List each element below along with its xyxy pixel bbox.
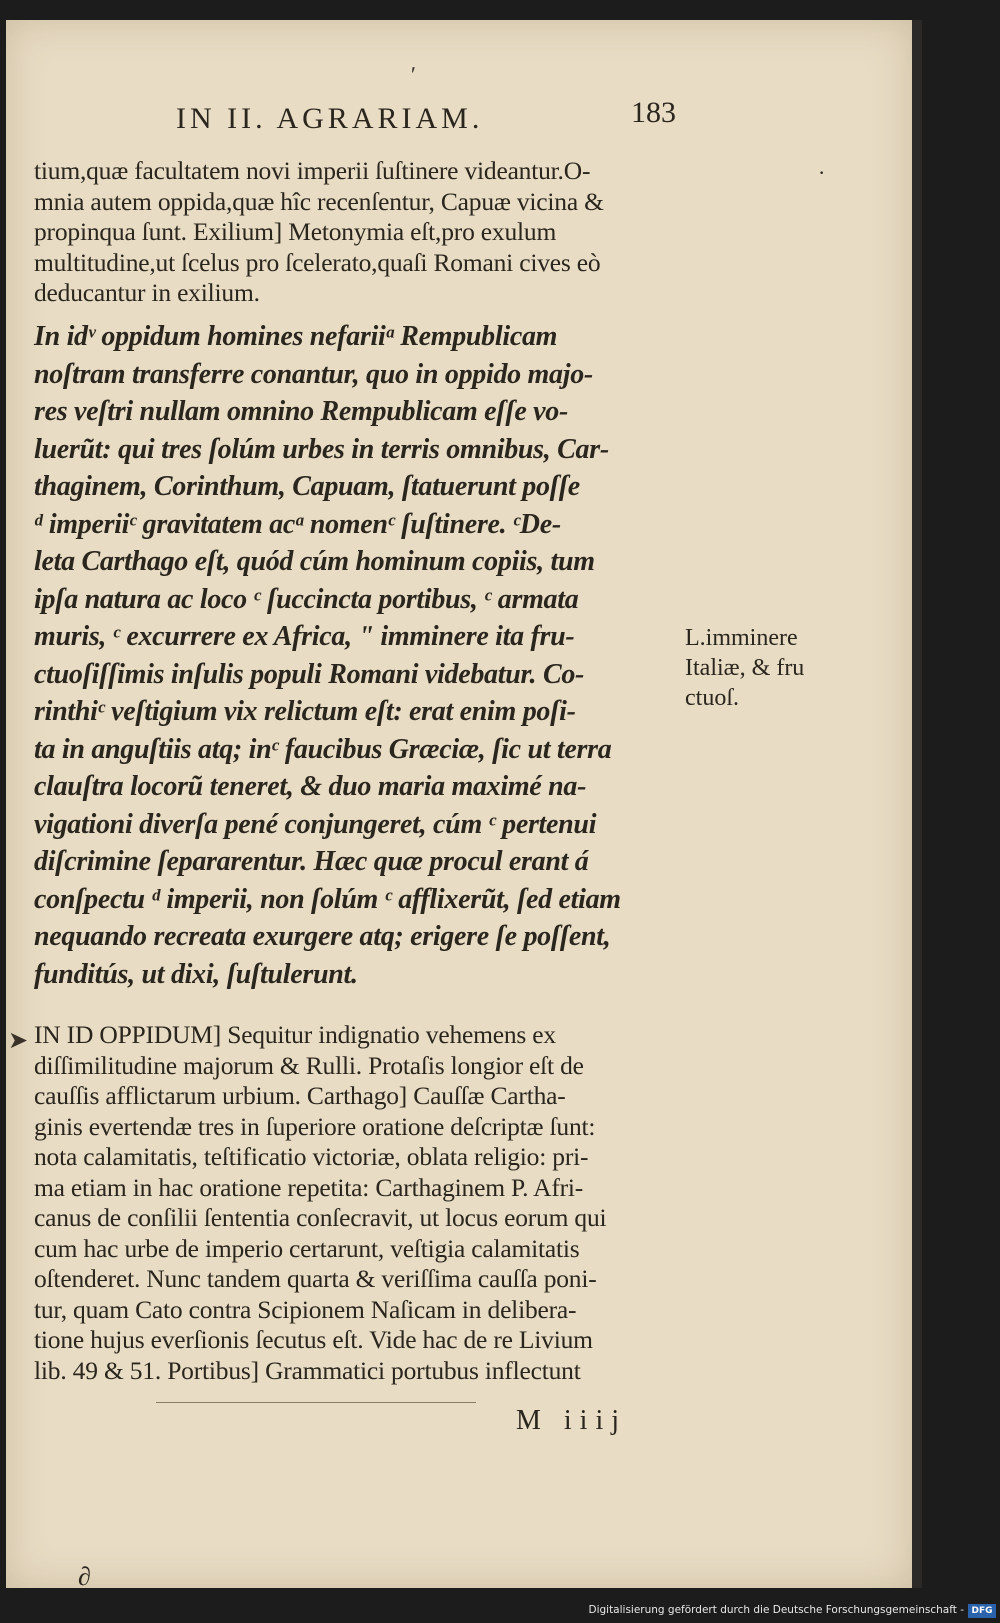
text-line: canus de conſilii ſententia conſecravit, ut locus eorum qui [34, 1203, 607, 1232]
text-line: ginis evertendæ tres in ſuperiore oratione deſcriptæ ſunt: [34, 1111, 596, 1141]
page-number: 183 [631, 96, 676, 129]
margin-note [685, 623, 835, 713]
margin-note-line: ctuoſ. [685, 685, 739, 711]
lemma-line: ipſa natura ac loco ᶜ ſuccincta portibus, ᶜ armata [34, 583, 579, 615]
lemma-block [34, 318, 674, 993]
text-line: lib. 49 & 51. Portibus] Grammatici portubus inflectunt [34, 1355, 581, 1385]
text-line: propinqua ſunt. Exilium] Metonymia eſt,pro exulum [34, 217, 557, 246]
text-line: tium,quæ facultatem novi imperii ſuſtinere videantur.O- [34, 156, 591, 185]
pointer-mark: ➤ [8, 1028, 29, 1054]
text-line: cauſſis afflictarum urbium. Carthago] Cauſſæ Cartha- [34, 1081, 566, 1110]
lemma-line: ta in anguſtiis atq; inᶜ faucibus Græciæ, ſic ut terra [34, 733, 612, 765]
text-line: nota calamitatis, teſtificatio victoriæ, oblata religio: pri- [34, 1142, 589, 1171]
text-line: cum hac urbe de imperio certarunt, veſtigia calamitatis [34, 1233, 580, 1263]
text-line: mnia autem oppida,quæ hîc recenſentur, Capuæ vicina & [34, 186, 604, 216]
lemma-line: noſtram transferre conantur, quo in oppido majo- [34, 358, 593, 390]
lemma-line: In idᵛ oppidum homines nefariiᵃ Rempublicam [34, 321, 558, 352]
lemma-line: diſcrimine ſepararentur. Hæc quæ procul erant á [34, 846, 589, 877]
lemma-line: leta Carthago eſt, quód cúm hominum copiis, tum [34, 546, 595, 577]
margin-note-line: L.imminere [685, 625, 798, 651]
commentary-block-1 [34, 156, 674, 309]
dfg-logo: DFG [968, 1604, 996, 1618]
lemma-line: nequando recreata exurgere atq; erigere ſe poſſent, [34, 921, 611, 952]
running-head: IN II. AGRARIAM. [176, 102, 484, 135]
lemma-line: funditús, ut dixi, ſuſtulerunt. [34, 958, 358, 990]
lemma-line: ᵈ imperiiᶜ gravitatem acᵃ nomenᶜ ſuſtinere. ᶜDe- [34, 508, 561, 540]
signature-mark: M iiij [516, 1405, 628, 1436]
commentary-block-2 [34, 1020, 674, 1386]
text-line: ma etiam in hac oratione repetita: Carthaginem P. Afri- [34, 1172, 584, 1202]
page-header [166, 82, 676, 135]
lemma-line: rinthiᶜ veſtigium vix relictum eſt: erat enim poſi- [34, 696, 576, 727]
margin-note-line: Italiæ, & fru [685, 655, 805, 681]
book-page [6, 20, 922, 1591]
text-line: tione hujus everſionis ſecutus eſt. Vide hac de re Livium [34, 1325, 593, 1354]
lemma-line: thaginem, Corinthum, Capuam, ſtatuerunt poſſe [34, 471, 580, 502]
lemma-line: vigationi diverſa pené conjungeret, cúm ᶜ pertenui [34, 808, 597, 840]
lemma-line: res veſtri nullam omnino Rempublicam eſſe vo- [34, 396, 569, 427]
digitization-credit: Digitalisierung gefördert durch die Deutsche Forschungsgemeinschaft - [588, 1604, 964, 1616]
text-line: diſſimilitudine majorum & Rulli. Protaſis longior eſt de [34, 1050, 584, 1080]
text-line: IN ID OPPIDUM] Sequitur indignatio vehemens ex [34, 1020, 556, 1049]
divider-rule [156, 1402, 476, 1403]
text-line: multitudine,ut ſcelus pro ſcelerato,quaſi Romani cives eò [34, 247, 601, 277]
lemma-line: clauſtra locorũ teneret, & duo maria maximé na- [34, 771, 587, 802]
margin-dot: · [818, 160, 826, 185]
lemma-line: conſpectu ᵈ imperii, non ſolúm ᶜ afflixerũt, ſed etiam [34, 883, 621, 915]
lemma-line: luerũt: qui tres ſolúm urbes in terris omnibus, Car- [34, 433, 609, 465]
credit-bar [0, 1601, 1000, 1623]
text-line: tur, quam Cato contra Scipionem Naſicam in delibera- [34, 1294, 577, 1324]
text-line: deducantur in exilium. [34, 278, 260, 307]
tick-mark: ʹ [411, 62, 416, 87]
lemma-line: ctuoſiſſimis inſulis populi Romani videbatur. Co- [34, 658, 585, 690]
lemma-line: muris, ᶜ excurrere ex Africa, ʺ imminere ita fru- [34, 621, 575, 652]
text-line: oſtenderet. Nunc tandem quarta & veriſſima cauſſa poni- [34, 1264, 597, 1293]
bottom-mark: ∂ [78, 1562, 91, 1591]
